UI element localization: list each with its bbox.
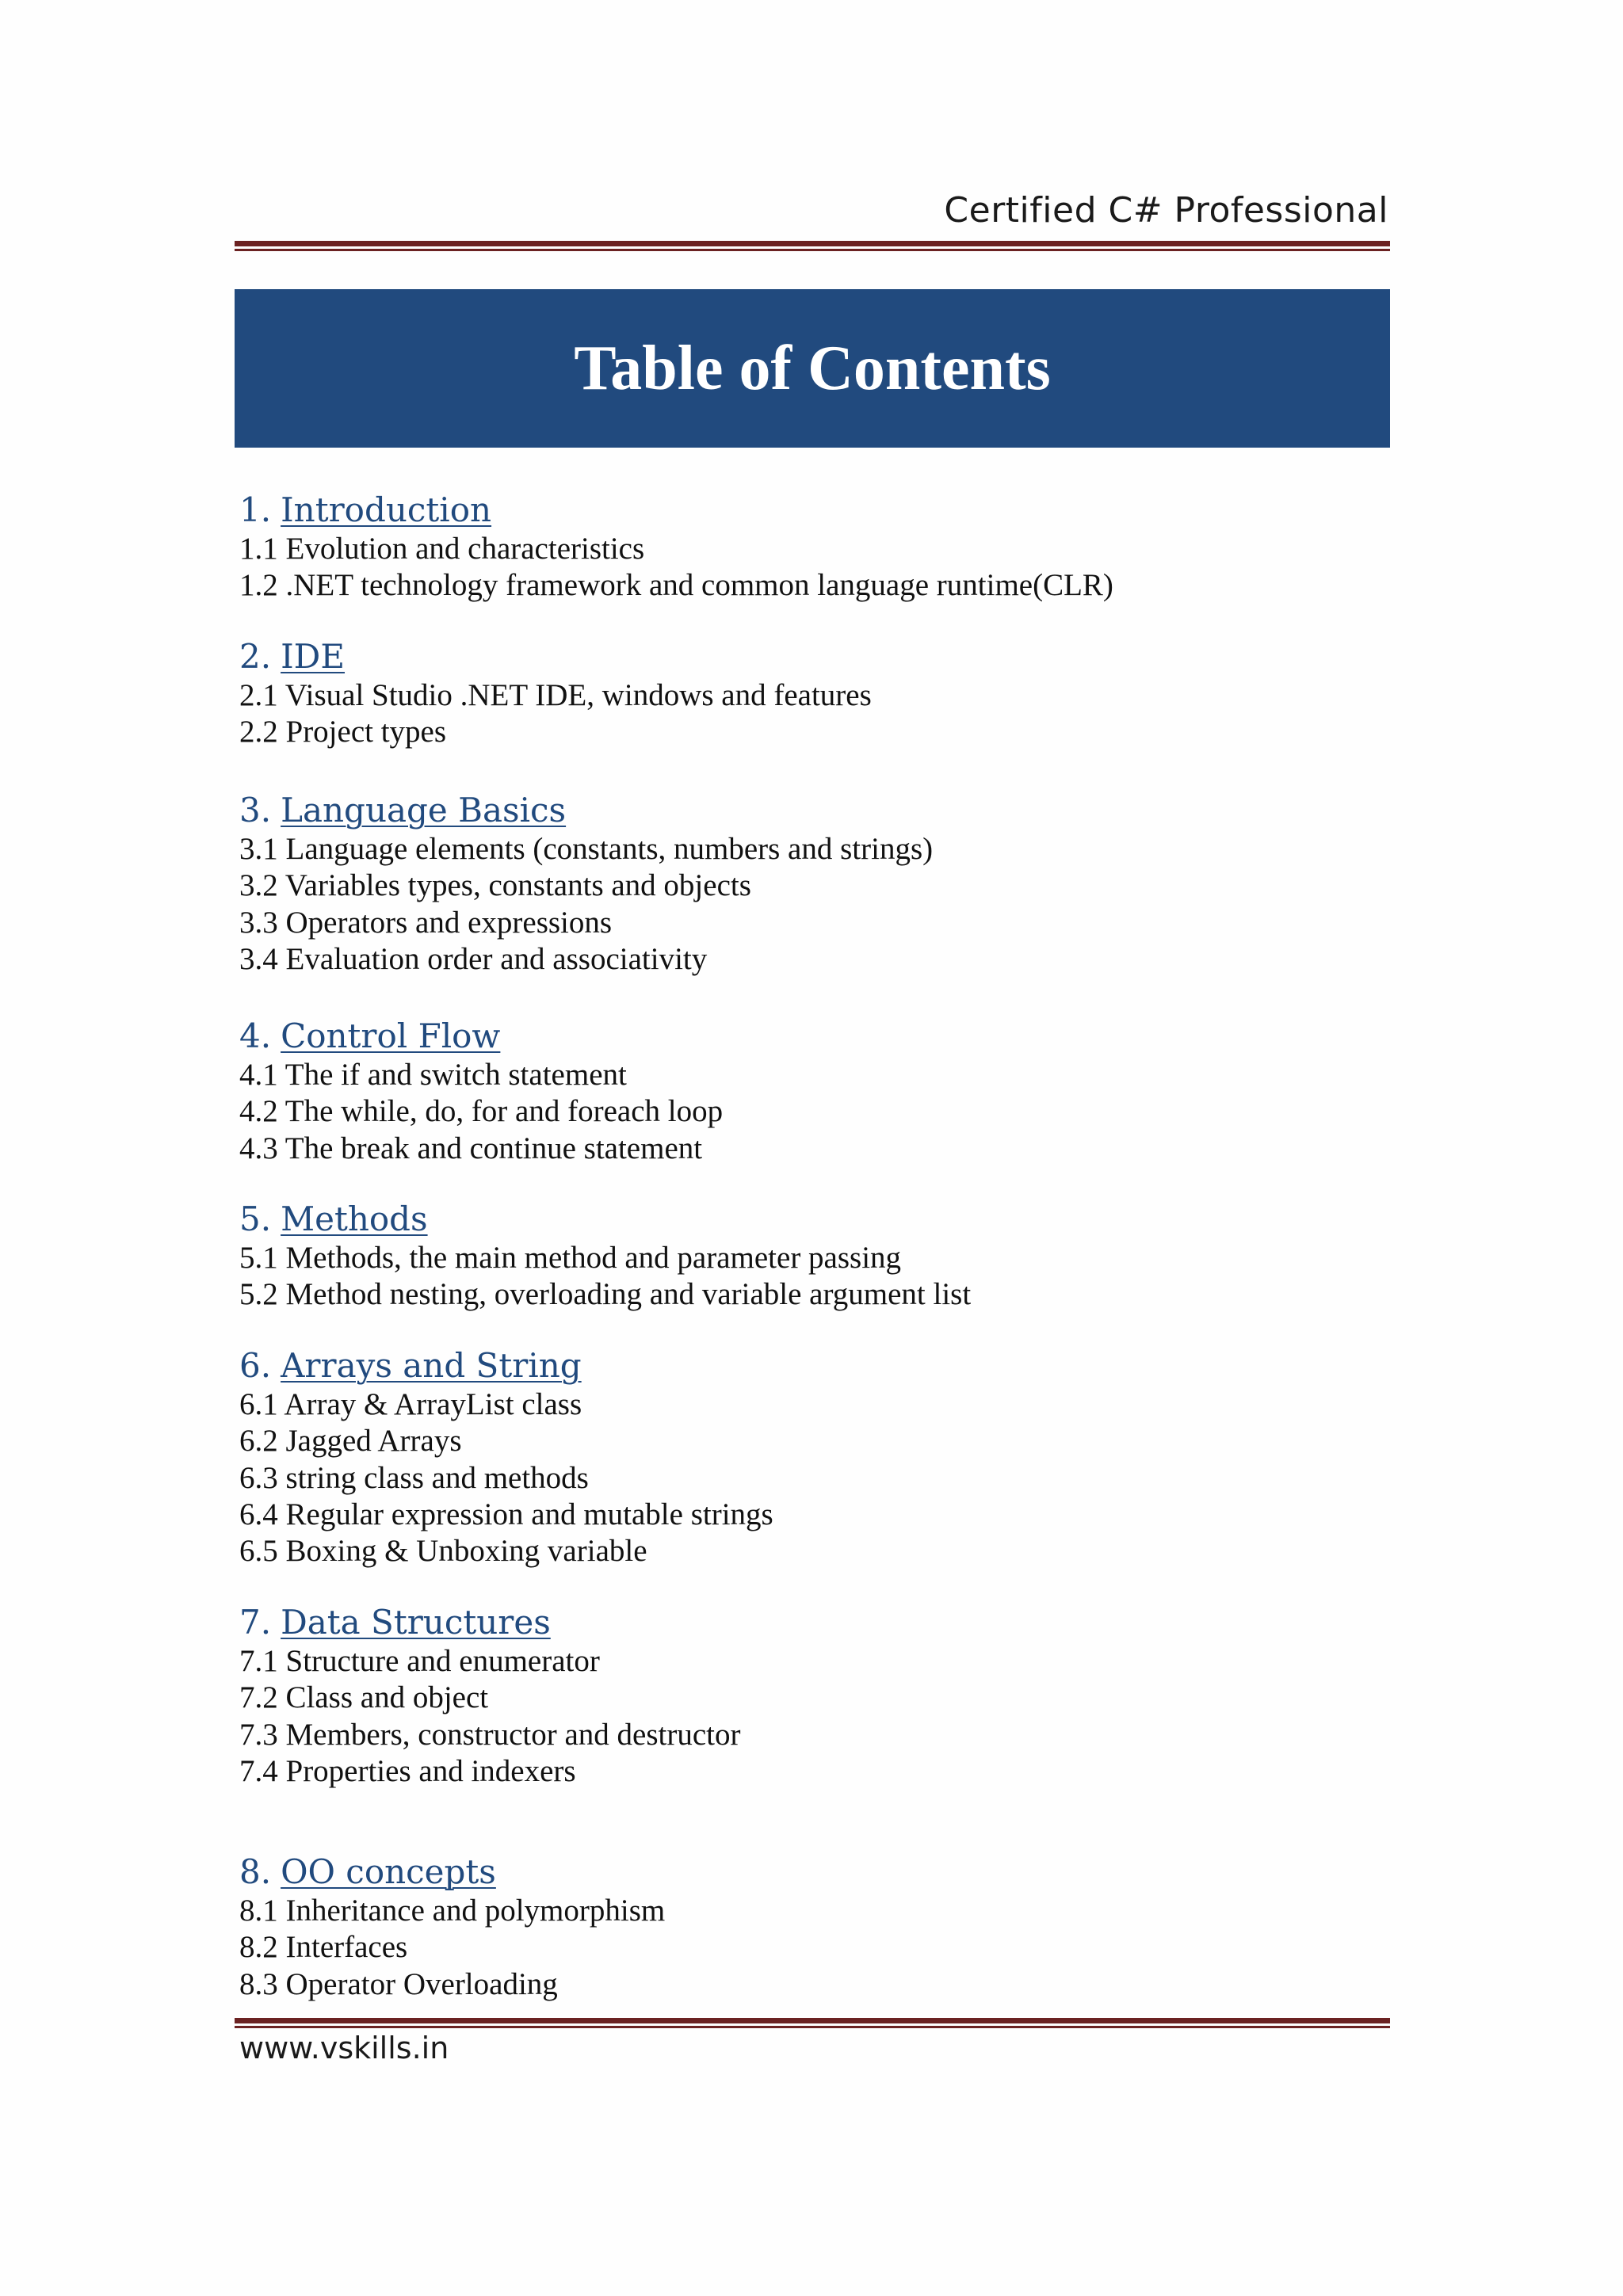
toc-section: [239, 1345, 1349, 1569]
toc-item: 8.3 Operator Overloading: [239, 1966, 558, 2001]
section-link[interactable]: IDE: [281, 637, 346, 676]
section-heading: [239, 1016, 1349, 1057]
section-number: 5.: [239, 1199, 272, 1238]
toc-item: 1.1 Evolution and characteristics: [239, 532, 645, 566]
header-rule: [235, 241, 1390, 251]
section-number: 4.: [239, 1016, 272, 1055]
section-number: 2.: [239, 637, 272, 676]
toc-item: 3.3 Operators and expressions: [239, 905, 613, 940]
toc-banner: [235, 289, 1390, 448]
toc-item: 3.2 Variables types, constants and objects: [239, 868, 751, 903]
toc-item: 2.2 Project types: [239, 715, 447, 749]
toc-item: 6.2 Jagged Arrays: [239, 1424, 462, 1459]
toc-item: 4.1 The if and switch statement: [239, 1058, 627, 1092]
toc-item: 7.1 Structure and enumerator: [239, 1644, 600, 1678]
toc-item: 5.1 Methods, the main method and parameter passing: [239, 1241, 902, 1275]
section-link[interactable]: Data Structures: [281, 1603, 551, 1642]
section-number: 6.: [239, 1346, 272, 1385]
section-heading: [239, 636, 1349, 677]
section-number: 7.: [239, 1603, 272, 1642]
section-heading: [239, 490, 1349, 531]
section-link[interactable]: Arrays and String: [281, 1346, 582, 1385]
toc-item: 6.5 Boxing & Unboxing variable: [239, 1534, 647, 1569]
section-link[interactable]: Control Flow: [281, 1016, 501, 1055]
toc-item: 1.2 .NET technology framework and common language runtime(CLR): [239, 568, 1113, 603]
toc-section: [239, 490, 1349, 605]
toc-item: 3.4 Evaluation order and associativity: [239, 941, 708, 976]
toc-section: [239, 636, 1349, 751]
toc-item: 5.2 Method nesting, overloading and variable argument list: [239, 1277, 972, 1312]
toc-item: 6.1 Array & ArrayList class: [239, 1387, 582, 1421]
section-heading: [239, 1852, 1349, 1893]
section-link[interactable]: OO concepts: [281, 1852, 496, 1891]
running-header: Certified C# Professional: [944, 190, 1388, 231]
section-number: 3.: [239, 791, 272, 830]
footer-url[interactable]: www.vskills.in: [239, 2031, 449, 2065]
toc-item: 3.1 Language elements (constants, numbers and strings): [239, 832, 934, 866]
page-title: Table of Contents: [574, 333, 1051, 403]
section-number: 1.: [239, 490, 272, 529]
toc-section: [239, 1016, 1349, 1167]
toc-item: 8.1 Inheritance and polymorphism: [239, 1894, 666, 1928]
toc-item: 4.2 The while, do, for and foreach loop: [239, 1094, 724, 1129]
toc-item: 4.3 The break and continue statement: [239, 1131, 703, 1165]
toc-item: 8.2 Interfaces: [239, 1930, 408, 1965]
section-number: 8.: [239, 1852, 272, 1891]
toc-item: 7.4 Properties and indexers: [239, 1753, 576, 1788]
section-link[interactable]: Language Basics: [281, 791, 567, 830]
section-link[interactable]: Methods: [281, 1199, 428, 1238]
footer-rule: [235, 2018, 1390, 2028]
toc-item: 7.3 Members, constructor and destructor: [239, 1717, 741, 1752]
toc-item: 6.3 string class and methods: [239, 1460, 589, 1495]
toc-section: [239, 1199, 1349, 1314]
section-heading: [239, 1602, 1349, 1643]
toc-item: 6.4 Regular expression and mutable strings: [239, 1497, 773, 1531]
toc-item: 2.1 Visual Studio .NET IDE, windows and features: [239, 678, 872, 712]
section-heading: [239, 1345, 1349, 1386]
toc-section: [239, 1602, 1349, 1790]
toc-section: [239, 1852, 1349, 2003]
toc-section: [239, 790, 1349, 978]
section-link[interactable]: Introduction: [281, 490, 492, 529]
toc-item: 7.2 Class and object: [239, 1680, 489, 1715]
section-heading: [239, 1199, 1349, 1240]
section-heading: [239, 790, 1349, 831]
